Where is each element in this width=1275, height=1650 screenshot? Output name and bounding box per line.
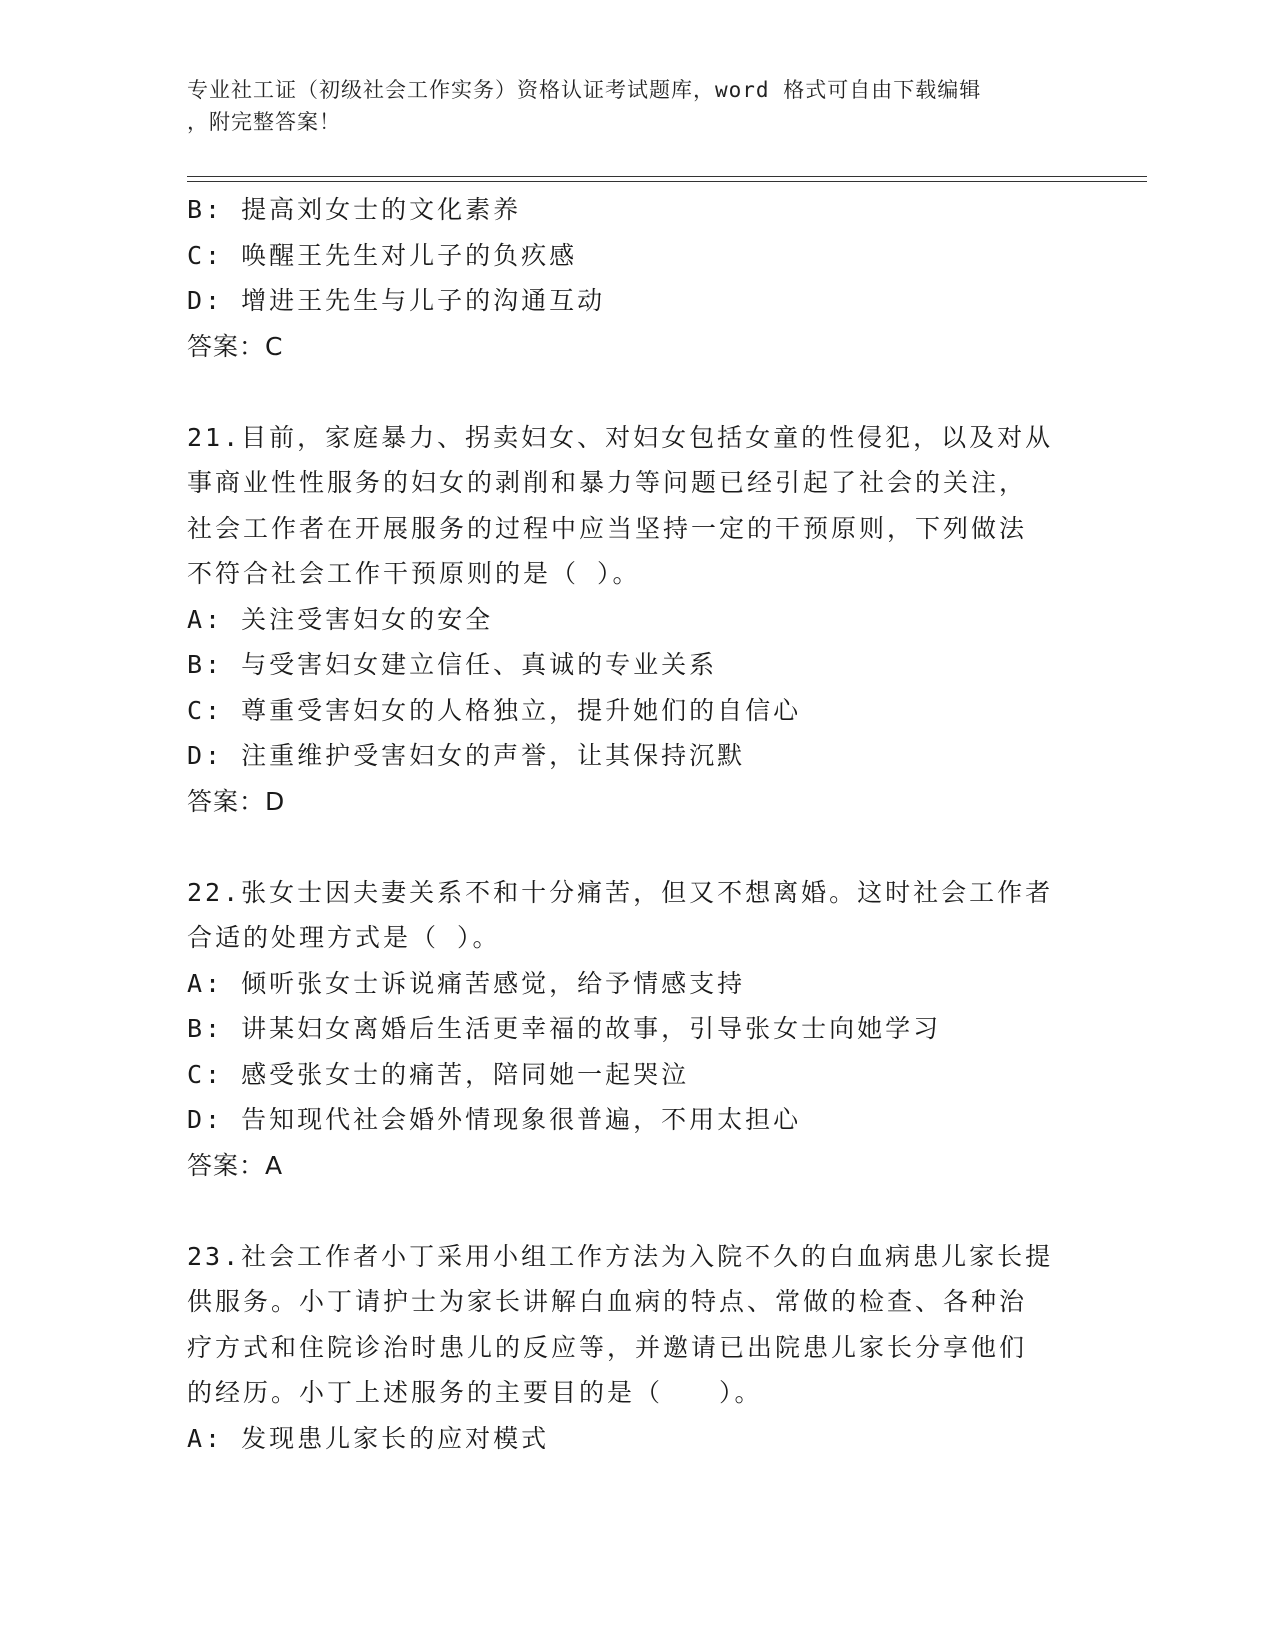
option-c: C: 尊重受害妇女的人格独立，提升她们的自信心	[187, 695, 802, 725]
question-21	[187, 415, 1077, 825]
header-line-2: ，附完整答案！	[187, 110, 341, 134]
spacer	[187, 824, 1077, 870]
spacer	[187, 1188, 1077, 1234]
question-stem-line: 合适的处理方式是（ ）。	[187, 923, 501, 952]
question-stem-line: 不符合社会工作干预原则的是（ ）。	[187, 559, 641, 588]
header-line-1: 专业社工证（初级社会工作实务）资格认证考试题库，word 格式可自由下载编辑	[187, 78, 982, 102]
answer-line: 答案：C	[187, 331, 284, 361]
document-body	[187, 187, 1077, 1461]
option-b: B: 讲某妇女离婚后生活更幸福的故事，引导张女士向她学习	[187, 1014, 942, 1043]
option-b: B: 提高刘女士的文化素养	[187, 195, 522, 224]
answer-line: 答案：D	[187, 786, 286, 816]
question-stem-line: 22.张女士因夫妻关系不和十分痛苦，但又不想离婚。这时社会工作者	[187, 877, 1054, 907]
spacer	[187, 369, 1077, 415]
question-stem-line: 疗方式和住院诊治时患儿的反应等，并邀请已出院患儿家长分享他们	[187, 1332, 1028, 1362]
question-stem-line: 21.目前，家庭暴力、拐卖妇女、对妇女包括女童的性侵犯，以及对从	[187, 422, 1054, 452]
option-a: A: 关注受害妇女的安全	[187, 604, 494, 634]
document-header	[187, 74, 1067, 138]
header-rule-top	[187, 176, 1147, 177]
header-rule-bottom	[187, 181, 1147, 182]
option-d: D: 告知现代社会婚外情现象很普遍，不用太担心	[187, 1105, 802, 1134]
option-d: D: 增进王先生与儿子的沟通互动	[187, 286, 606, 315]
question-stem-line: 事商业性性服务的妇女的剥削和暴力等问题已经引起了社会的关注，	[187, 468, 1028, 497]
option-d: D: 注重维护受害妇女的声誉，让其保持沉默	[187, 741, 746, 770]
question-22	[187, 870, 1077, 1189]
question-stem-line: 的经历。小丁上述服务的主要目的是（ ）。	[187, 1378, 763, 1407]
question-stem-line: 23.社会工作者小丁采用小组工作方法为入院不久的白血病患儿家长提	[187, 1241, 1054, 1271]
option-a: A: 发现患儿家长的应对模式	[187, 1423, 550, 1453]
question-stem-line: 社会工作者在开展服务的过程中应当坚持一定的干预原则，下列做法	[187, 513, 1028, 543]
question-23	[187, 1234, 1077, 1462]
question-stem-line: 供服务。小丁请护士为家长讲解白血病的特点、常做的检查、各种治	[187, 1287, 1028, 1316]
option-c: C: 唤醒王先生对儿子的负疚感	[187, 240, 578, 270]
prev-question	[187, 187, 1077, 369]
answer-line: 答案：A	[187, 1150, 284, 1180]
option-b: B: 与受害妇女建立信任、真诚的专业关系	[187, 650, 718, 679]
option-c: C: 感受张女士的痛苦，陪同她一起哭泣	[187, 1059, 690, 1089]
option-a: A: 倾听张女士诉说痛苦感觉，给予情感支持	[187, 968, 746, 998]
